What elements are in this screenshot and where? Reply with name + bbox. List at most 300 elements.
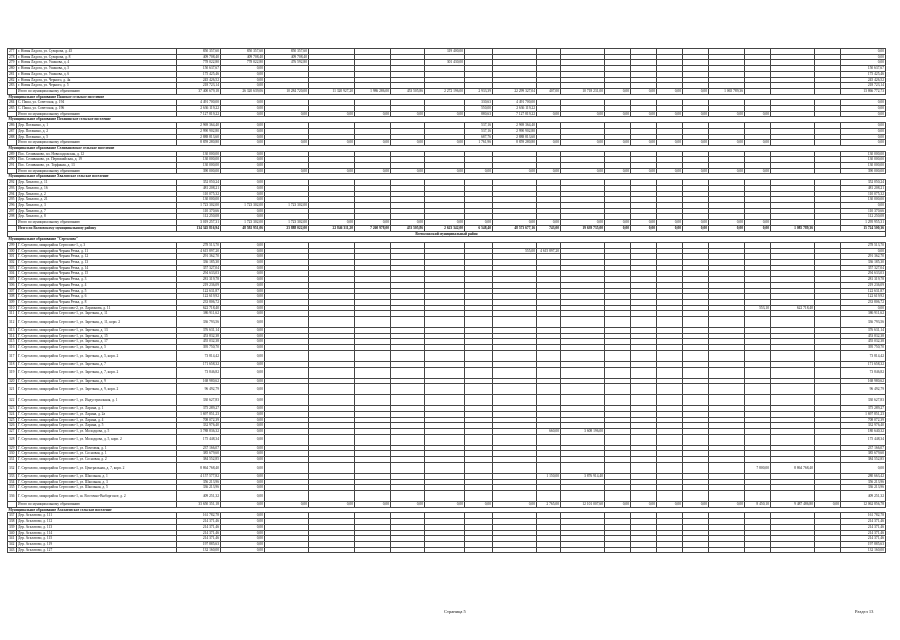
value-cell: 214 371,46 <box>177 519 221 525</box>
value-cell <box>657 317 683 328</box>
value-cell: 356 213,96 <box>177 479 221 485</box>
value-cell: 0,00 <box>841 111 886 117</box>
value-cell: 0,00 <box>221 395 265 406</box>
value-cell: 291 362,70 <box>177 254 221 260</box>
address-cell: Г. Сертолово, микрорайон Черная Речка, д. 8 <box>17 299 177 305</box>
value-cell <box>309 350 355 361</box>
value-cell: 0,00 <box>537 140 561 146</box>
value-cell: 4 615 897,20 <box>537 248 561 254</box>
value-cell: 0,00 <box>221 473 265 479</box>
value-cell: 0,00 <box>221 163 265 169</box>
value-cell: 0,00 <box>841 462 886 473</box>
value-cell: 130 000,00 <box>841 151 886 157</box>
value-cell: 2 933,39 <box>465 88 493 94</box>
address-cell: Г. Сертолово, микрорайон Сертолово-1, ул. Ларина, д. 4 <box>17 417 177 423</box>
value-cell <box>561 350 605 361</box>
value-cell: 130 000,00 <box>841 157 886 163</box>
row-number-cell: 318 <box>8 361 17 367</box>
value-cell: 481 208,21 <box>841 185 886 191</box>
value-cell: 0,00 <box>841 100 886 106</box>
value-cell: 330,63 <box>465 100 493 106</box>
value-cell <box>493 367 537 378</box>
value-cell <box>683 384 709 395</box>
value-cell <box>493 384 537 395</box>
value-cell: 0,00 <box>391 168 425 174</box>
value-cell: 0,00 <box>221 339 265 345</box>
value-cell <box>631 367 657 378</box>
value-cell: 0,00 <box>221 242 265 248</box>
value-cell: 336 213,96 <box>841 485 886 491</box>
value-cell: 175 425,46 <box>841 71 886 77</box>
row-number-cell: 298 <box>8 214 17 220</box>
row-number-cell: 335 <box>8 485 17 491</box>
value-cell <box>355 317 391 328</box>
value-cell <box>709 367 745 378</box>
value-cell: 395 750,70 <box>177 345 221 351</box>
row-number-cell: 307 <box>8 288 17 294</box>
value-cell: 171 658,32 <box>841 361 886 367</box>
value-cell: 278 513,70 <box>177 242 221 248</box>
address-cell: Пос. Селиваново, ул. Торфяная, д. 13 <box>17 163 177 169</box>
value-cell <box>309 395 355 406</box>
value-cell <box>771 547 815 553</box>
value-cell <box>605 462 631 473</box>
value-cell <box>391 491 425 502</box>
value-cell <box>709 384 745 395</box>
value-cell <box>493 547 537 553</box>
value-cell: 219 236,09 <box>177 282 221 288</box>
row-number-cell: 303 <box>8 265 17 271</box>
value-cell: 336 185,30 <box>841 260 886 266</box>
value-cell: 0,00 <box>841 128 886 134</box>
value-cell: 0,00 <box>745 168 771 174</box>
address-cell: Г. Сертолово, микрорайон Сертолово-1, ул. Заречная, д. 11 <box>17 311 177 317</box>
value-cell: 0,00 <box>355 220 391 226</box>
address-cell: Дер. Хвалово, д. 2 <box>17 191 177 197</box>
value-cell: 1 065 789,36 <box>709 88 745 94</box>
address-cell: Г. Сертолово, микрорайон Черная Речка, д. 4 <box>17 282 177 288</box>
value-cell <box>631 317 657 328</box>
value-cell <box>265 462 309 473</box>
value-cell: 23 888 022,00 <box>265 225 309 231</box>
value-cell: 0,00 <box>683 225 709 231</box>
value-cell: 2 636 119,22 <box>177 106 221 112</box>
value-cell <box>465 491 493 502</box>
address-cell: г. Новая Ладога, ул. Суворова, д. 8 <box>17 54 177 60</box>
value-cell: 453 505,86 <box>391 88 425 94</box>
district-title: Всеволожский муниципальный район <box>8 231 886 237</box>
value-cell: 122 631,87 <box>177 288 221 294</box>
value-cell: 0,00 <box>631 88 657 94</box>
value-cell <box>493 434 537 445</box>
value-cell: 850 357,60 <box>177 49 221 55</box>
value-cell <box>815 547 841 553</box>
value-cell <box>745 547 771 553</box>
value-cell: 33 650 351,18 <box>177 502 221 508</box>
value-cell <box>745 395 771 406</box>
value-cell: 481 208,21 <box>177 185 221 191</box>
value-cell: 0,00 <box>309 111 355 117</box>
table-row <box>8 367 886 378</box>
value-cell: 455 032,38 <box>177 339 221 345</box>
row-number-cell: 289 <box>8 151 17 157</box>
value-cell <box>683 491 709 502</box>
value-cell: 0,00 <box>355 502 391 508</box>
address-cell: г. Новая Ладога, ул. Ушакова, д. 4 <box>17 60 177 66</box>
value-cell: 214 371,46 <box>177 536 221 542</box>
value-cell: 0,00 <box>561 220 605 226</box>
value-cell: 0,00 <box>657 220 683 226</box>
value-cell: 7 127 819,22 <box>177 111 221 117</box>
value-cell <box>745 434 771 445</box>
value-cell: 112 250,08 <box>177 214 221 220</box>
value-cell: 280 663,42 <box>841 473 886 479</box>
value-cell: 743,00 <box>537 225 561 231</box>
value-cell <box>771 317 815 328</box>
value-cell: 0,00 <box>657 502 683 508</box>
value-cell: 197 885,63 <box>841 541 886 547</box>
row-number-cell: 320 <box>8 378 17 384</box>
value-cell: 0,00 <box>815 502 841 508</box>
value-cell: 1 697 851,23 <box>841 411 886 417</box>
value-cell: 110 370,66 <box>841 208 886 214</box>
value-cell: 134 345 816,94 <box>177 225 221 231</box>
address-cell: Итого по муниципальному образованию <box>17 502 177 508</box>
address-cell: Г. Сертолово, микрорайон Сертолово-1, ул. Сосновая, д. 1 <box>17 451 177 457</box>
value-cell: 0,00 <box>221 71 265 77</box>
value-cell: 455 032,38 <box>841 339 886 345</box>
value-cell: 0,00 <box>265 168 309 174</box>
value-cell <box>537 317 561 328</box>
value-cell <box>631 350 657 361</box>
row-number-cell: 333 <box>8 473 17 479</box>
row-number-cell: 325 <box>8 417 17 423</box>
value-cell: 0,00 <box>465 220 493 226</box>
value-cell: 0,00 <box>657 168 683 174</box>
value-cell: 0,00 <box>221 378 265 384</box>
value-cell <box>657 547 683 553</box>
address-cell: Г. Сертолово, микрорайон Черная Речка, д. 13 <box>17 260 177 266</box>
value-cell <box>493 350 537 361</box>
value-cell: 0,00 <box>221 457 265 463</box>
value-cell: 409 251,32 <box>841 491 886 502</box>
value-cell: 385 679,60 <box>177 451 221 457</box>
value-cell <box>745 317 771 328</box>
row-number-cell: 304 <box>8 271 17 277</box>
value-cell <box>605 350 631 361</box>
row-number-cell: 296 <box>8 202 17 208</box>
value-cell: 0,00 <box>221 191 265 197</box>
value-cell: 8 864 768,40 <box>177 462 221 473</box>
address-cell: Дер. Хвалово, д. 7 <box>17 208 177 214</box>
value-cell: 537,16 <box>465 123 493 129</box>
value-cell: 0,00 <box>221 367 265 378</box>
value-cell: 0,00 <box>605 88 631 94</box>
value-cell: 0,00 <box>221 282 265 288</box>
value-cell: 4 157 577,82 <box>177 473 221 479</box>
section-title: Муниципальное образование Селивановское сельское поселение <box>8 145 886 151</box>
value-cell <box>631 434 657 445</box>
value-cell: 0,00 <box>745 220 771 226</box>
row-number-cell: 319 <box>8 367 17 378</box>
row-number-cell: 340 <box>8 530 17 536</box>
value-cell: 0,00 <box>631 168 657 174</box>
value-cell <box>815 384 841 395</box>
value-cell: 553,10 <box>745 305 771 311</box>
value-cell <box>465 434 493 445</box>
row-number-cell: 288 <box>8 134 17 140</box>
address-cell: Г. Сертолово, микрорайон Сертолово-1, ул. Ларина, д. 5 <box>17 423 177 429</box>
address-cell: Г. Сертолово, микрорайон Сертолово-1, ул. Заречная, д. 5 <box>17 345 177 351</box>
row-number-cell: 328 <box>8 434 17 445</box>
value-cell: 7 260 978,00 <box>355 225 391 231</box>
value-cell <box>771 350 815 361</box>
value-cell: 214 371,46 <box>841 530 886 536</box>
value-cell: 0,00 <box>561 140 605 146</box>
value-cell: 0,00 <box>221 197 265 203</box>
value-cell: 0,00 <box>221 111 265 117</box>
table-row <box>8 434 886 445</box>
value-cell <box>605 367 631 378</box>
value-cell: 0,00 <box>709 220 745 226</box>
value-cell: 0,00 <box>561 168 605 174</box>
value-cell: 2 969 364,40 <box>493 123 537 129</box>
value-cell: 386 911,62 <box>841 311 886 317</box>
value-cell: 22 299 327,04 <box>493 88 537 94</box>
row-number-cell: 315 <box>8 339 17 345</box>
address-cell: Г. Сертолово, микрорайон Сертолово-1, ул. Заречная, д. 9 <box>17 378 177 384</box>
value-cell <box>537 491 561 502</box>
address-cell: Г. Сертолово, микрорайон Сертолово-1, ул. Заречная, д. 15 <box>17 333 177 339</box>
value-cell <box>709 462 745 473</box>
value-cell: 0,00 <box>221 547 265 553</box>
address-cell: Г. Сертолово, микрорайон Черная Речка, д. 3 <box>17 277 177 283</box>
value-cell: 0,00 <box>221 271 265 277</box>
value-cell: 550,00 <box>465 106 493 112</box>
repair-program-table <box>7 48 886 553</box>
value-cell: 2 990 902,80 <box>493 128 537 134</box>
address-cell: Г. Сертолово, микрорайон Сертолово-1, ул. Индустриальная, д. 1 <box>17 395 177 406</box>
value-cell: 73 814,42 <box>177 350 221 361</box>
value-cell: 319 400,00 <box>425 49 465 55</box>
value-cell: 476 592,80 <box>265 60 309 66</box>
value-cell: 409 708,40 <box>177 54 221 60</box>
value-cell: 1 295 955,31 <box>841 220 886 226</box>
value-cell <box>309 384 355 395</box>
value-cell: 96 492,79 <box>177 384 221 395</box>
value-cell: 0,00 <box>221 406 265 412</box>
value-cell: 0,00 <box>605 220 631 226</box>
value-cell: 0,00 <box>391 140 425 146</box>
value-cell: 0,00 <box>221 519 265 525</box>
value-cell <box>683 317 709 328</box>
value-cell: 0,00 <box>493 220 537 226</box>
value-cell: 1 723 302,00 <box>265 202 309 208</box>
value-cell: 0,00 <box>221 536 265 542</box>
value-cell <box>265 317 309 328</box>
value-cell: 0,00 <box>221 157 265 163</box>
value-cell <box>561 367 605 378</box>
value-cell <box>265 395 309 406</box>
value-cell: 8 864 768,40 <box>771 462 815 473</box>
value-cell: 537,16 <box>465 128 493 134</box>
row-number-cell: 279 <box>8 60 17 66</box>
value-cell: 0,00 <box>221 417 265 423</box>
value-cell: 2 272 196,00 <box>425 88 465 94</box>
value-cell: 0,00 <box>221 491 265 502</box>
value-cell <box>425 350 465 361</box>
value-cell: 0,00 <box>465 168 493 174</box>
value-cell: 197 885,63 <box>177 541 221 547</box>
value-cell: 357 327,04 <box>841 265 886 271</box>
value-cell: 278 513,70 <box>841 242 886 248</box>
value-cell: 357 327,04 <box>177 265 221 271</box>
address-cell: С. Паша, ул. Советская, д. 194 <box>17 100 177 106</box>
value-cell <box>391 317 425 328</box>
row-number-cell: 277 <box>8 49 17 55</box>
value-cell: 0,00 <box>631 111 657 117</box>
value-cell: 778 022,80 <box>177 60 221 66</box>
value-cell: 294 633,03 <box>177 271 221 277</box>
row-number-cell: 284 <box>8 100 17 106</box>
row-number-cell: 316 <box>8 345 17 351</box>
value-cell: 37 400 679,18 <box>177 88 221 94</box>
value-cell <box>745 491 771 502</box>
value-cell: 409 251,32 <box>177 491 221 502</box>
value-cell: 122 631,87 <box>841 288 886 294</box>
value-cell: 0,00 <box>709 111 745 117</box>
address-cell: Г. Сертолово, микрорайон Сертолово-1, ул. Заречная, д. 7, корп. 2 <box>17 367 177 378</box>
value-cell <box>493 462 537 473</box>
row-number-cell: 329 <box>8 445 17 451</box>
value-cell: 0,00 <box>841 305 886 311</box>
value-cell: 130 000,00 <box>841 163 886 169</box>
value-cell: 555,00 <box>493 248 537 254</box>
value-cell: 0,00 <box>221 411 265 417</box>
value-cell: 0,00 <box>391 111 425 117</box>
value-cell <box>391 547 425 553</box>
row-number-cell: 332 <box>8 462 17 473</box>
row-number-cell: 299 <box>8 242 17 248</box>
value-cell <box>561 317 605 328</box>
value-cell: 245 426,52 <box>177 77 221 83</box>
row-number-cell: 295 <box>8 197 17 203</box>
value-cell <box>605 395 631 406</box>
value-cell: 0,00 <box>221 485 265 491</box>
address-cell: Итого по Волховскому муниципальному району <box>17 225 177 231</box>
value-cell: 687,76 <box>465 134 493 140</box>
value-cell: 778 022,80 <box>221 60 265 66</box>
value-cell <box>355 395 391 406</box>
value-cell <box>391 367 425 378</box>
value-cell: 409 708,40 <box>221 54 265 60</box>
value-cell: 0,00 <box>465 502 493 508</box>
row-number-cell: 321 <box>8 384 17 395</box>
value-cell: 0,00 <box>391 502 425 508</box>
value-cell: 330 627,83 <box>177 395 221 406</box>
address-cell: Итого по муниципальному образованию <box>17 220 177 226</box>
value-cell: 0,00 <box>221 350 265 361</box>
value-cell: 168 980,62 <box>177 378 221 384</box>
value-cell: 336 213,96 <box>177 485 221 491</box>
value-cell <box>537 350 561 361</box>
value-cell: 180 640,32 <box>841 429 886 435</box>
value-cell <box>425 367 465 378</box>
value-cell: 0,00 <box>425 220 465 226</box>
address-cell: Г. Сертолово, микрорайон Сертолово-1, ул. Ларина, д. 2а <box>17 411 177 417</box>
value-cell: 0,00 <box>605 225 631 231</box>
value-cell: 130 000,00 <box>177 157 221 163</box>
value-cell: 0,00 <box>683 502 709 508</box>
value-cell: 0,00 <box>221 445 265 451</box>
page-number: Страница 5 <box>444 609 466 614</box>
value-cell: 214 371,46 <box>177 530 221 536</box>
value-cell: 15 724 500,36 <box>841 225 886 231</box>
value-cell: 3 876 914,40 <box>561 473 605 479</box>
value-cell <box>657 491 683 502</box>
value-cell: 0,00 <box>537 220 561 226</box>
address-cell: Г. Сертолово, микрорайон Сертолово-1, ул. Заречная, д. 7 <box>17 361 177 367</box>
value-cell: 453 832,38 <box>177 333 221 339</box>
value-cell: 332 976,40 <box>841 423 886 429</box>
address-cell: Г. Сертолово, микрорайон Сертолово-1, д. 3 <box>17 242 177 248</box>
value-cell: 0,00 <box>221 180 265 186</box>
value-cell: 0,00 <box>221 513 265 519</box>
value-cell: 1 085 789,36 <box>771 225 815 231</box>
value-cell: 850 357,60 <box>221 49 265 55</box>
value-cell: 0,00 <box>221 384 265 395</box>
value-cell: 0,00 <box>631 220 657 226</box>
address-cell: Г. Сертолово, микрорайон Сертолово-2, ул. Ларионова, д. 11 <box>17 305 177 311</box>
value-cell <box>465 395 493 406</box>
value-cell: 0,00 <box>605 111 631 117</box>
value-cell <box>815 350 841 361</box>
value-cell: 708 072,39 <box>177 417 221 423</box>
value-cell <box>265 384 309 395</box>
value-cell: 0,00 <box>841 49 886 55</box>
table-row <box>8 491 886 502</box>
value-cell: 4 491 700,00 <box>177 100 221 106</box>
address-cell: Г. Сертолово, микрорайон Черная Речка, д. 14 <box>17 265 177 271</box>
value-cell: 12 062 856,78 <box>841 502 886 508</box>
value-cell <box>815 434 841 445</box>
value-cell <box>709 547 745 553</box>
value-cell: 12 101 007,60 <box>561 502 605 508</box>
row-number-cell: 294 <box>8 191 17 197</box>
address-cell: Дер. Хвалово, д. 8 <box>17 214 177 220</box>
value-cell: 386 911,62 <box>177 311 221 317</box>
value-cell <box>631 491 657 502</box>
value-cell: 0,00 <box>221 305 265 311</box>
address-cell: Итого по муниципальному образованию <box>17 88 177 94</box>
value-cell: 0,00 <box>537 111 561 117</box>
value-cell <box>815 462 841 473</box>
value-cell: 8 859 280,80 <box>177 140 221 146</box>
address-cell: Г. Сертолово, микрорайон Черная Речка, д. 5 <box>17 288 177 294</box>
address-cell: Г. Сертолово, микрорайон Сертолово-1, ул. Центральная, д. 7, корп. 2 <box>17 462 177 473</box>
section-title: Муниципальное образование "Сертолово" <box>8 237 886 243</box>
value-cell <box>355 384 391 395</box>
value-cell: 336 185,30 <box>177 260 221 266</box>
row-number-cell: 309 <box>8 299 17 305</box>
value-cell: 0,00 <box>683 140 709 146</box>
section-label: Раздел 13 <box>855 609 874 614</box>
value-cell <box>771 491 815 502</box>
value-cell: 0,00 <box>683 88 709 94</box>
value-cell: 0,00 <box>561 111 605 117</box>
value-cell <box>265 491 309 502</box>
row-number-cell: 331 <box>8 457 17 463</box>
